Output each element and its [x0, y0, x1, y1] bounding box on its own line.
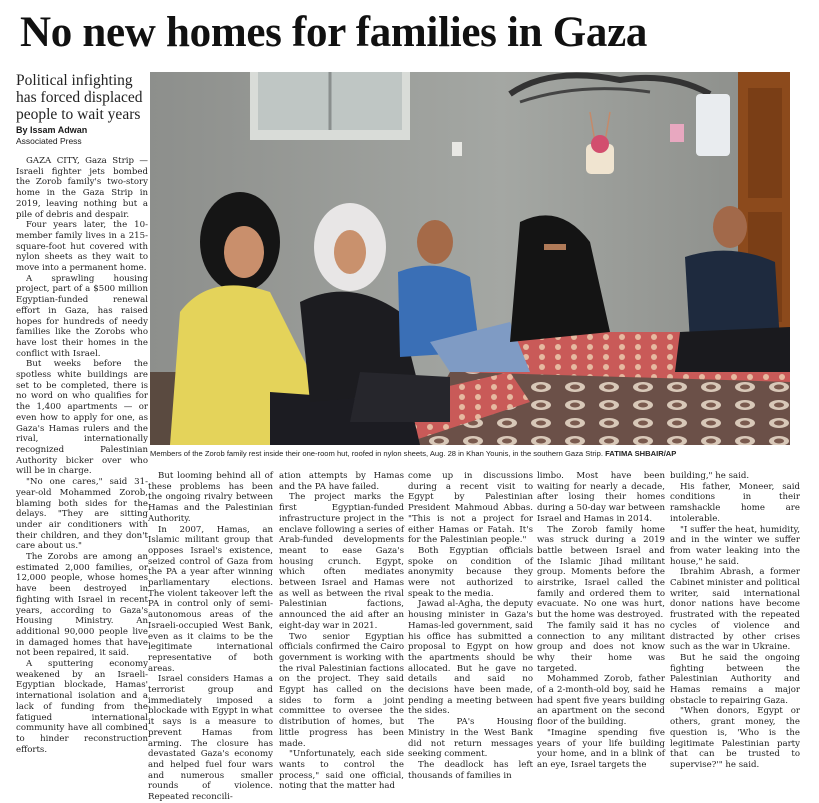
article-column-3 — [279, 471, 404, 792]
paragraph: But he said the ongoing fighting between the Palestinian Authority and Hamas remains a major obstacle to repairing Gaza. — [670, 652, 800, 706]
paragraph: The Zorob family home was struck during a 2019 battle between Israel and the Islamic Jihad militant group. Moments before the airstrike, Israel called the family and ordered them to evacuate. No one was hurt, but the home was destroyed. — [537, 524, 665, 621]
paragraph: limbo. Most have been waiting for nearly a decade, after losing their homes during a 50-day war between Israel and Hamas in 2014. — [537, 471, 665, 524]
paragraph: The PA's Housing Ministry in the West Bank did not return messages seeking comment. — [408, 717, 533, 760]
byline — [16, 125, 146, 147]
byline-agency: Associated Press — [16, 136, 82, 146]
article-column-6 — [670, 471, 800, 776]
paragraph: The Zorobs are among an estimated 2,000 families, or 12,000 people, whose homes have been destroyed in fighting with Israel in recent years, according to Gaza's Housing Ministry. An additional 90,000 people live in damaged homes that have not been repaired, it said. — [16, 552, 148, 659]
paragraph: A sprawling housing project, part of a $500 million Egyptian-funded renewal effort in Gaza, has raised hopes for hundreds of needy families like the Zorobs who have lost their homes in the conflict with Israel. — [16, 273, 148, 359]
headline: No new homes for families in Gaza — [20, 9, 648, 56]
photo-caption-text: Members of the Zorob family rest inside their one-room hut, roofed in nylon sheets, Aug. 28 in Khan Younis, in the southern Gaza Strip. — [150, 449, 603, 458]
paragraph: Israel considers Hamas a terrorist group and immediately imposed a blockade with Egypt in what it says is a measure to prevent Hamas from arming. The closure has devastated Gaza's economy and helped fuel four wars and numerous smaller rounds of violence. Repeated reconcili- — [148, 674, 273, 803]
paragraph: The project marks the first Egyptian-funded infrastructure project in the enclave following a series of Arab-funded developments meant to ease Gaza's housing crunch. Egypt, which often mediates between Israel and Hamas as well as between the rival Palestinian factions, announced the aid after an eight-day war in 2021. — [279, 492, 404, 631]
paragraph: The deadlock has left thousands of families in — [408, 759, 533, 781]
paragraph: But looming behind all of these problems has been the ongoing rivalry between Hamas and the Palestinian Authority. — [148, 471, 273, 524]
article-column-2 — [148, 471, 273, 803]
photo-caption — [150, 449, 795, 459]
paragraph: ation attempts by Hamas and the PA have failed. — [279, 471, 404, 492]
paragraph: "No one cares," said 31-year-old Mohammed Zorob, blaming both sides for the delays. "They are sitting under air conditioners with their children, and they don't care about us." — [16, 477, 148, 552]
article-photo — [150, 72, 790, 445]
paragraph: The family said it has no connection to any militant group and does not know why their home was targeted. — [537, 620, 665, 674]
paragraph: Mohammed Zorob, father of a 2-month-old boy, said he had spent five years building an apartment on the second floor of the building. — [537, 674, 665, 728]
article-column-1 — [16, 156, 148, 776]
paragraph: Four years later, the 10-member family lives in a 215-square-foot hut covered with nylon sheets as they wait to move into a permanent home. — [16, 220, 148, 274]
paragraph: A sputtering economy weakened by an Israeli-Egyptian blockade, Hamas' international isolation and a lack of funding from the fatigued international community have all combined to hinder reconstruction efforts. — [16, 659, 148, 755]
paragraph: "Unfortunately, each side wants to control the process," said one official, noting that the matter had — [279, 749, 404, 792]
paragraph: Ibrahim Abrash, a former Cabinet minister and political writer, said international donor nations have become frustrated with the repeated cycles of violence and distracted by other crises such as the war in Ukraine. — [670, 567, 800, 653]
paragraph: His father, Moneer, said conditions in their ramshackle home are intolerable. — [670, 481, 800, 524]
paragraph: GAZA CITY, Gaza Strip — Israeli fighter jets bombed the Zorob family's two-story home in the Gaza Strip in 2019, leaving nothing but a pile of debris and despair. — [16, 156, 148, 220]
paragraph: "Imagine spending five years of your life building your home, and in a blink of an eye, Israel targets the — [537, 727, 665, 770]
paragraph: come up in discussions during a recent visit to Egypt by Palestinian President Mahmoud Abbas. "This is not a project for either Hamas or Fatah. It's for the Palestinian people." — [408, 471, 533, 546]
paragraph: But weeks before the spotless white buildings are set to be completed, there is no word on who qualifies for the 1,400 apartments — or even how to apply for one, as Gaza's Hamas rulers and the rival, internationally recognized Palestinian Authority bicker over who will be in charge. — [16, 359, 148, 477]
deck-subheadline: Political infighting has forced displaced people to wait years — [16, 72, 143, 123]
paragraph: Two senior Egyptian officials confirmed the Cairo government is working with the rival Palestinian factions on the project. They said Egypt has called on the sides to form a joint committee to oversee the distribution of homes, but little progress has been made. — [279, 631, 404, 749]
byline-author: By Issam Adwan — [16, 125, 88, 135]
paragraph: Both Egyptian officials spoke on condition of anonymity because they were not authorized to speak to the media. — [408, 545, 533, 599]
paragraph: building," he said. — [670, 471, 750, 481]
paragraph: "I suffer the heat, humidity, and in the winter we suffer from water leaking into the house," he said. — [670, 524, 800, 567]
paragraph: "When donors, Egypt or others, grant money, the question is, 'Who is the legitimate Palestinian party that can be trusted to supervise?'" he said. — [670, 706, 800, 770]
paragraph: In 2007, Hamas, an Islamic militant group that opposes Israel's existence, seized control of Gaza from the PA a year after winning parliamentary elections. The violent takeover left the PA in control only of semi-autonomous areas of the Israeli-occupied West Bank, even as it claims to be the legitimate international representative of both areas. — [148, 524, 273, 674]
article-column-5 — [537, 471, 665, 776]
article-column-4 — [408, 471, 533, 781]
paragraph: Jawad al-Agha, the deputy housing minister in Gaza's Hamas-led government, said his office has submitted a proposal to Egypt on how the apartments should be allocated. But he gave no details and said no decisions have been made, pending a meeting between the sides. — [408, 599, 533, 717]
photo-credit: FATIMA SHBAIR/AP — [605, 449, 677, 458]
